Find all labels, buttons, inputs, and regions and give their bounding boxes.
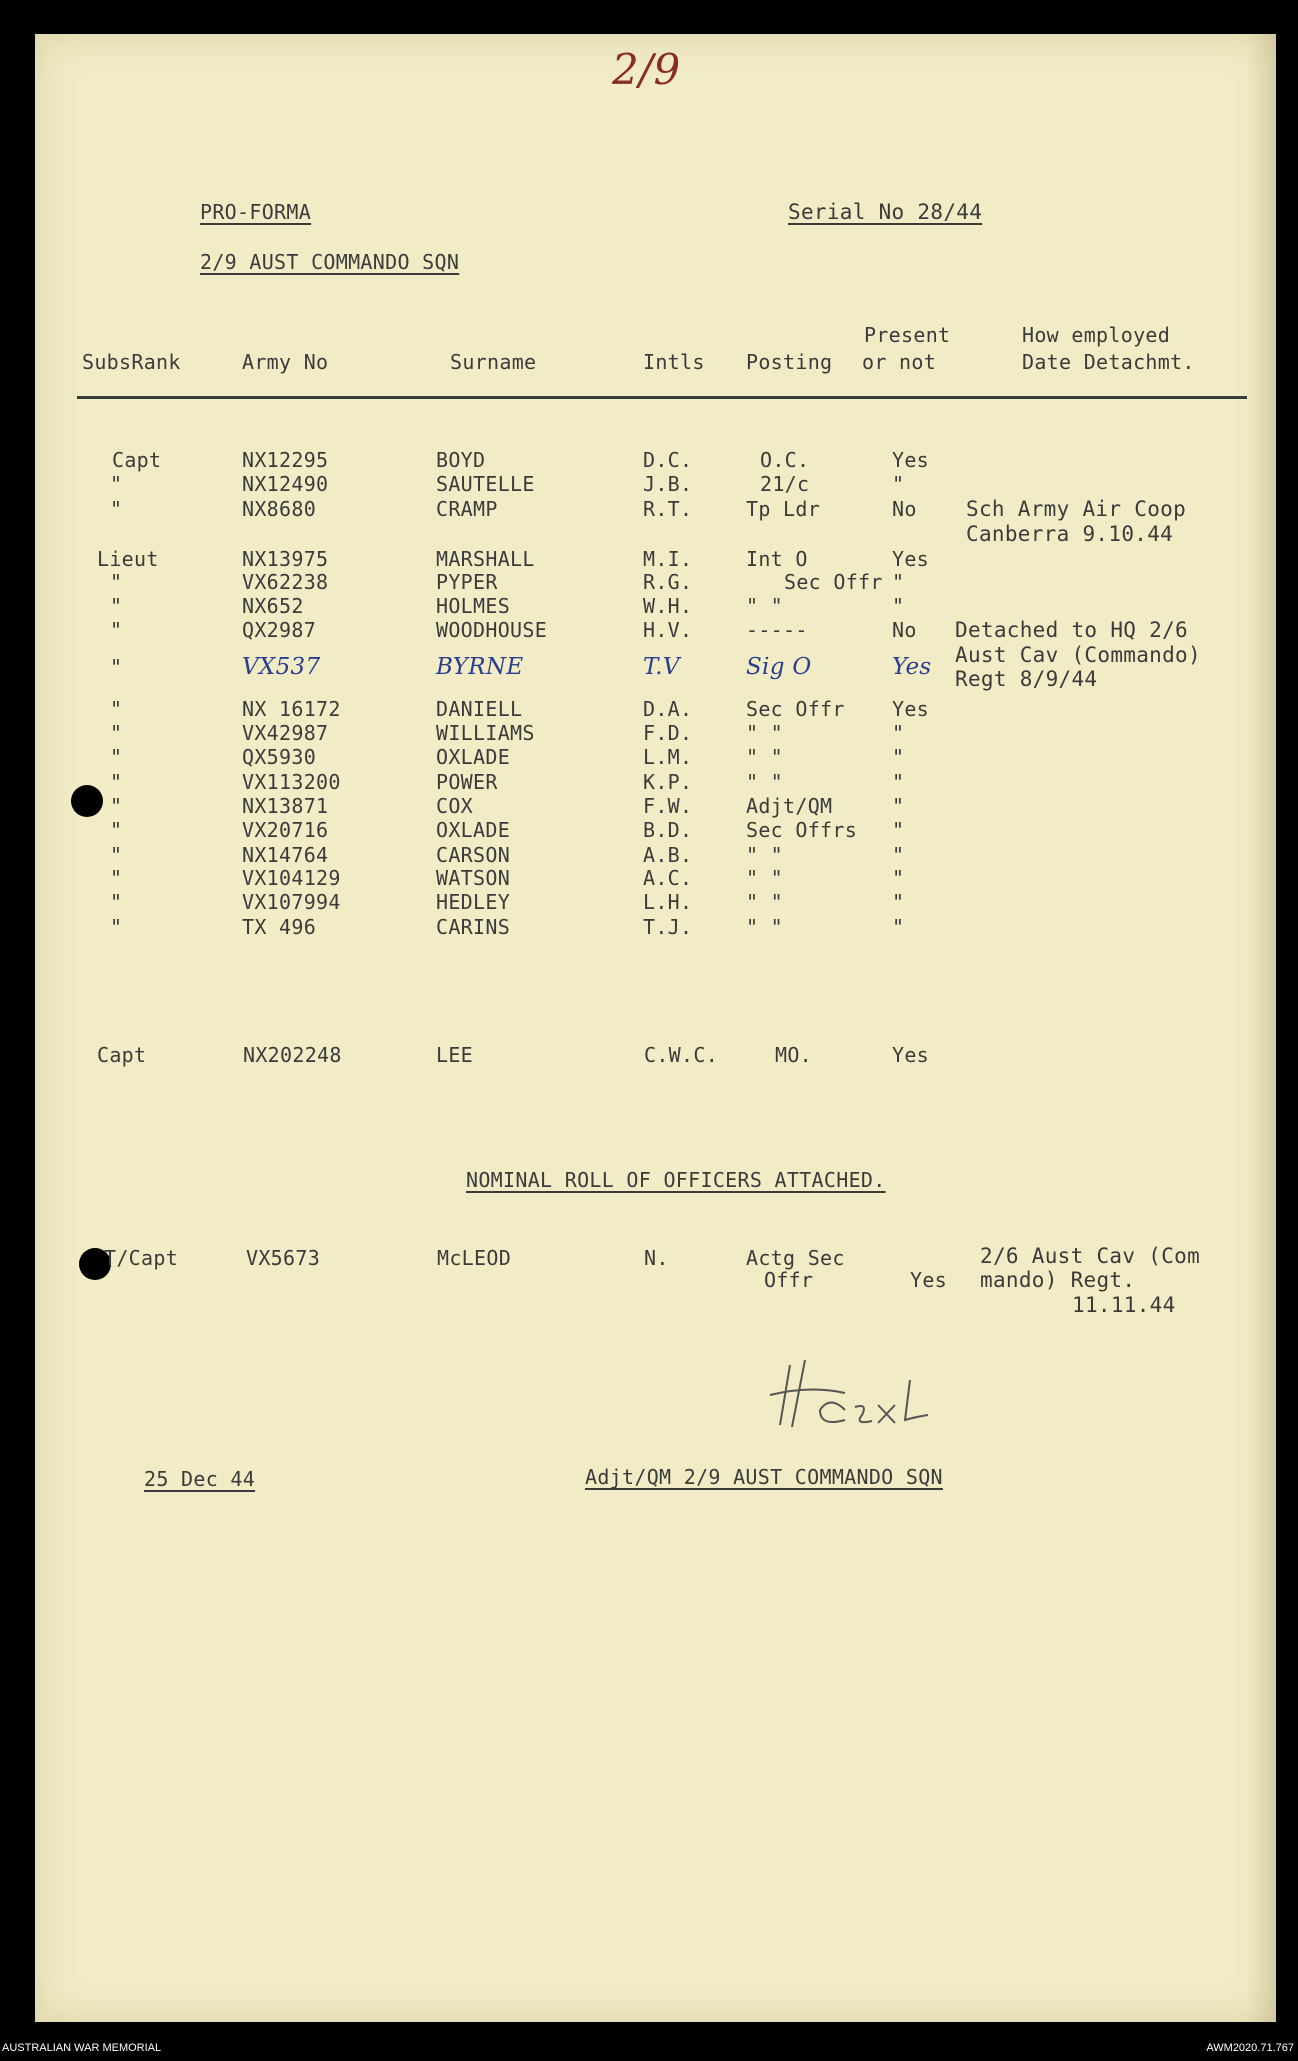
row-surname: WILLIAMS [436, 721, 535, 745]
row-rank: " [110, 890, 123, 914]
signature-block: Adjt/QM 2/9 AUST COMMANDO SQN [585, 1465, 943, 1489]
header-subs-rank: SubsRank [82, 350, 181, 374]
row-note: Detached to HQ 2/6 [955, 618, 1188, 642]
row-intls: B.D. [643, 818, 693, 842]
row-posting: " " [746, 745, 784, 769]
row-intls: H.V. [643, 618, 693, 642]
row-posting: Sec Offrs [746, 818, 858, 842]
row-posting: Sec Offr [784, 570, 883, 594]
row-intls: L.H. [643, 890, 693, 914]
row-intls: A.B. [643, 843, 693, 867]
row-rank: " [110, 794, 123, 818]
mo-surname: LEE [436, 1043, 474, 1067]
row-surname: DANIELL [436, 697, 523, 721]
row-surname: CARINS [436, 915, 511, 939]
row-rank: " [110, 570, 123, 594]
row-present: " [892, 770, 905, 794]
row-army-no: NX12295 [242, 448, 329, 472]
header-army-no: Army No [242, 350, 329, 374]
header-employed-2: Date Detachmt. [1022, 350, 1195, 374]
row-army-no: VX113200 [242, 770, 341, 794]
row-note: Sch Army Air Coop [966, 497, 1187, 521]
row-surname: HEDLEY [436, 890, 511, 914]
row-present: No [892, 497, 917, 521]
row-present: " [892, 890, 905, 914]
row-posting: " " [746, 866, 784, 890]
row-intls: A.C. [643, 866, 693, 890]
header-employed-1: How employed [1022, 323, 1171, 347]
row-rank: " [110, 721, 123, 745]
row-intls: T.J. [643, 915, 693, 939]
mo-army-no: NX202248 [243, 1043, 342, 1067]
row-army-no: VX104129 [242, 866, 341, 890]
row-present: Yes [892, 547, 930, 571]
row-intls: F.W. [643, 794, 693, 818]
attached-posting-1: Actg Sec [746, 1246, 845, 1270]
row-rank: " [110, 472, 123, 496]
row-army-no: NX12490 [242, 472, 329, 496]
form-label: PRO-FORMA [200, 200, 312, 224]
row-surname: BOYD [436, 448, 486, 472]
row-rank: " [110, 697, 123, 721]
attached-posting-2: Offr [764, 1268, 814, 1292]
row-note: Regt 8/9/44 [955, 667, 1098, 691]
row-surname: WATSON [436, 866, 511, 890]
row-present: " [892, 721, 905, 745]
attached-note-3: 11.11.44 [1072, 1293, 1176, 1317]
footer-source: AUSTRALIAN WAR MEMORIAL [2, 2042, 162, 2054]
row-posting: " " [746, 721, 784, 745]
attached-note-2: mando) Regt. [980, 1268, 1136, 1292]
attached-army-no: VX5673 [246, 1246, 321, 1270]
row-army-no: NX14764 [242, 843, 329, 867]
row-army-no: QX5930 [242, 745, 317, 769]
row-surname: CRAMP [436, 497, 498, 521]
attached-rank: T/Capt [104, 1246, 179, 1270]
row-surname: POWER [436, 770, 498, 794]
row-surname: PYPER [436, 570, 498, 594]
header-rule [77, 396, 1247, 399]
row-intls: M.I. [643, 547, 693, 571]
attached-title: NOMINAL ROLL OF OFFICERS ATTACHED. [466, 1168, 886, 1192]
row-present: Yes [892, 448, 930, 472]
row-intls: J.B. [643, 472, 693, 496]
row-surname: CARSON [436, 843, 511, 867]
row-posting: " " [746, 915, 784, 939]
row-intls: R.G. [643, 570, 693, 594]
attached-surname: McLEOD [437, 1246, 512, 1270]
row-rank: " [110, 818, 123, 842]
page-number: 2/9 [612, 45, 681, 94]
row-intls: T.V [643, 654, 680, 680]
row-present: " [892, 818, 905, 842]
row-present: " [892, 843, 905, 867]
row-rank: " [110, 497, 123, 521]
row-army-no: VX62238 [242, 570, 329, 594]
attached-intls: N. [644, 1246, 669, 1270]
row-intls: D.A. [643, 697, 693, 721]
row-posting: " " [746, 843, 784, 867]
row-army-no: NX652 [242, 594, 304, 618]
row-intls: R.T. [643, 497, 693, 521]
row-surname: SAUTELLE [436, 472, 535, 496]
row-posting: " " [746, 770, 784, 794]
row-rank: " [110, 745, 123, 769]
row-surname: HOLMES [436, 594, 511, 618]
attached-present: Yes [910, 1268, 948, 1292]
mo-rank: Capt [97, 1043, 147, 1067]
row-intls: F.D. [643, 721, 693, 745]
row-surname: BYRNE [436, 654, 524, 680]
punch-hole-top [71, 785, 103, 817]
mo-intls: C.W.C. [644, 1043, 719, 1067]
row-present: No [892, 618, 917, 642]
row-present: " [892, 745, 905, 769]
row-surname: WOODHOUSE [436, 618, 548, 642]
row-army-no: QX2987 [242, 618, 317, 642]
row-posting: " " [746, 594, 784, 618]
row-rank: Lieut [97, 547, 159, 571]
row-note: Canberra 9.10.44 [966, 522, 1174, 546]
row-present: " [892, 594, 905, 618]
row-army-no: NX 16172 [242, 697, 341, 721]
row-surname: OXLADE [436, 818, 511, 842]
header-present-2: or not [862, 350, 937, 374]
attached-note-1: 2/6 Aust Cav (Com [980, 1244, 1201, 1268]
row-surname: OXLADE [436, 745, 511, 769]
header-present-1: Present [864, 323, 951, 347]
row-present: Yes [892, 697, 930, 721]
row-present: Yes [892, 654, 932, 680]
footer-accession: AWM2020.71.767 [1206, 2042, 1294, 2054]
row-intls: K.P. [643, 770, 693, 794]
row-present: " [892, 866, 905, 890]
row-intls: W.H. [643, 594, 693, 618]
row-army-no: NX8680 [242, 497, 317, 521]
row-posting: " " [746, 890, 784, 914]
row-present: " [892, 570, 905, 594]
row-present: " [892, 915, 905, 939]
row-note: Aust Cav (Commando) [955, 643, 1201, 667]
row-posting: Adjt/QM [746, 794, 833, 818]
row-posting: ----- [746, 618, 808, 642]
signature-handwritten [750, 1355, 950, 1435]
row-present: " [892, 794, 905, 818]
row-present: " [892, 472, 905, 496]
row-rank: Capt [112, 448, 162, 472]
row-rank: " [110, 843, 123, 867]
unit-name: 2/9 AUST COMMANDO SQN [200, 250, 460, 274]
row-surname: MARSHALL [436, 547, 535, 571]
row-posting: 21/c [760, 472, 810, 496]
row-army-no: TX 496 [242, 915, 317, 939]
document-date: 25 Dec 44 [144, 1467, 256, 1491]
header-posting: Posting [746, 350, 833, 374]
mo-present: Yes [892, 1043, 930, 1067]
header-surname: Surname [450, 350, 537, 374]
row-rank: " [110, 915, 123, 939]
header-intls: Intls [643, 350, 705, 374]
row-army-no: VX537 [242, 654, 321, 680]
row-rank: " [110, 866, 123, 890]
row-army-no: NX13975 [242, 547, 329, 571]
row-posting: Sec Offr [746, 697, 845, 721]
row-army-no: VX20716 [242, 818, 329, 842]
row-army-no: VX42987 [242, 721, 329, 745]
row-rank: " [110, 655, 123, 679]
row-rank: " [110, 594, 123, 618]
row-posting: Sig O [746, 654, 812, 680]
row-army-no: VX107994 [242, 890, 341, 914]
row-rank: " [110, 618, 123, 642]
serial-number: Serial No 28/44 [788, 200, 983, 224]
row-rank: " [110, 770, 123, 794]
row-army-no: NX13871 [242, 794, 329, 818]
row-posting: Tp Ldr [746, 497, 821, 521]
row-intls: L.M. [643, 745, 693, 769]
row-posting: O.C. [760, 448, 810, 472]
mo-posting: MO. [775, 1043, 813, 1067]
row-posting: Int O [746, 547, 808, 571]
row-intls: D.C. [643, 448, 693, 472]
row-surname: COX [436, 794, 474, 818]
